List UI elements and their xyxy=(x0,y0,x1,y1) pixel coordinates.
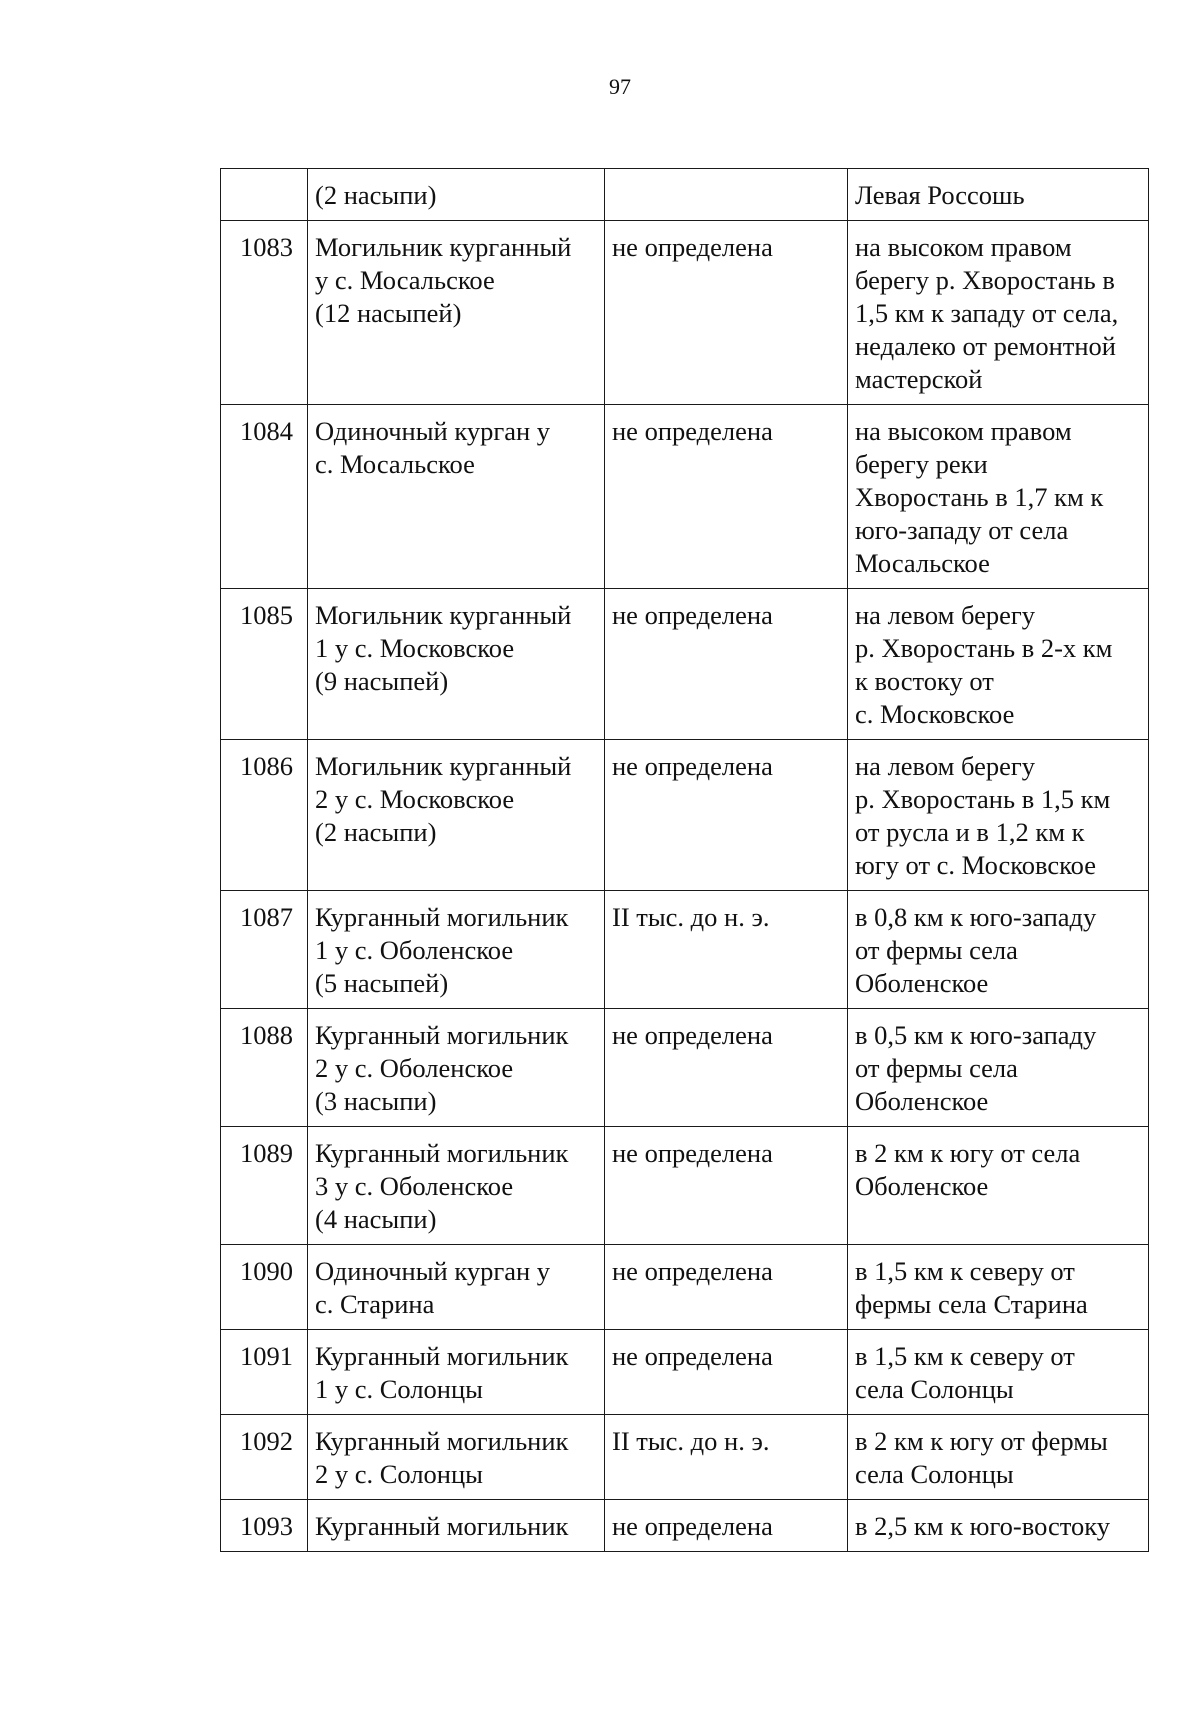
monument-name-text: Курганный могильник 2 у с. Оболенское (3 насыпи) xyxy=(315,1020,569,1116)
location-cell xyxy=(848,1415,1149,1500)
monument-name-cell xyxy=(308,1415,605,1500)
row-number-text: 1085 xyxy=(240,600,293,630)
dating-text: II тыс. до н. э. xyxy=(612,902,770,932)
location-cell xyxy=(848,1245,1149,1330)
monument-name-text: Могильник курганный 1 у с. Московское (9 насыпей) xyxy=(315,600,572,696)
row-number-text: 1083 xyxy=(240,232,293,262)
monument-name-cell xyxy=(308,1009,605,1127)
row-number-cell xyxy=(221,169,308,221)
monument-name-cell xyxy=(308,1127,605,1245)
dating-text: не определена xyxy=(612,1020,773,1050)
table-body xyxy=(221,169,1149,1552)
dating-cell xyxy=(605,169,848,221)
location-cell xyxy=(848,891,1149,1009)
location-cell xyxy=(848,589,1149,740)
location-text: в 0,5 км к юго-западу от фермы села Оболенское xyxy=(855,1020,1097,1116)
location-text: в 1,5 км к северу от села Солонцы xyxy=(855,1341,1075,1404)
monument-name-cell xyxy=(308,1330,605,1415)
monument-name-text: (2 насыпи) xyxy=(315,180,437,210)
dating-text: не определена xyxy=(612,751,773,781)
row-number-text: 1092 xyxy=(240,1426,293,1456)
row-number-text: 1090 xyxy=(240,1256,293,1286)
table-row xyxy=(221,169,1149,221)
table-row xyxy=(221,1127,1149,1245)
table-row xyxy=(221,1330,1149,1415)
location-cell xyxy=(848,405,1149,589)
monument-name-cell xyxy=(308,1245,605,1330)
monument-name-cell xyxy=(308,740,605,891)
location-text: в 2 км к югу от села Оболенское xyxy=(855,1138,1081,1201)
location-text: в 2,5 км к юго-востоку xyxy=(855,1511,1110,1541)
row-number-text: 1089 xyxy=(240,1138,293,1168)
monument-name-text: Могильник курганный у с. Мосальское (12 насыпей) xyxy=(315,232,572,328)
table-row xyxy=(221,405,1149,589)
location-text: Левая Россошь xyxy=(855,180,1025,210)
dating-text: не определена xyxy=(612,232,773,262)
location-cell xyxy=(848,169,1149,221)
monument-name-cell xyxy=(308,169,605,221)
monument-name-text: Курганный могильник 1 у с. Солонцы xyxy=(315,1341,569,1404)
location-cell xyxy=(848,221,1149,405)
row-number-text: 1088 xyxy=(240,1020,293,1050)
dating-cell xyxy=(605,589,848,740)
page-number: 97 xyxy=(609,74,631,99)
table-row xyxy=(221,589,1149,740)
location-text: на высоком правом берегу реки Хворостань в 1,7 км к юго-западу от села Мосальское xyxy=(855,416,1104,578)
dating-cell xyxy=(605,1415,848,1500)
row-number-cell xyxy=(221,1500,308,1552)
dating-cell xyxy=(605,1330,848,1415)
location-text: в 1,5 км к северу от фермы села Старина xyxy=(855,1256,1088,1319)
row-number-cell xyxy=(221,740,308,891)
dating-text: не определена xyxy=(612,1138,773,1168)
table-row xyxy=(221,740,1149,891)
monument-name-cell xyxy=(308,1500,605,1552)
monument-name-cell xyxy=(308,891,605,1009)
monument-name-text: Одиночный курган у с. Старина xyxy=(315,1256,551,1319)
row-number-cell xyxy=(221,405,308,589)
dating-cell xyxy=(605,740,848,891)
location-cell xyxy=(848,1009,1149,1127)
row-number-text: 1091 xyxy=(240,1341,293,1371)
location-cell xyxy=(848,1330,1149,1415)
dating-cell xyxy=(605,891,848,1009)
table-row xyxy=(221,221,1149,405)
row-number-text: 1093 xyxy=(240,1511,293,1541)
monuments-table xyxy=(220,168,1149,1552)
dating-text: не определена xyxy=(612,1341,773,1371)
dating-text: не определена xyxy=(612,1511,773,1541)
dating-cell xyxy=(605,1245,848,1330)
row-number-text: 1087 xyxy=(240,902,293,932)
monument-name-cell xyxy=(308,221,605,405)
table-row xyxy=(221,1500,1149,1552)
location-text: на высоком правом берегу р. Хворостань в 1,5 км к западу от села, недалеко от ремонтной мастерской xyxy=(855,232,1119,394)
row-number-cell xyxy=(221,1245,308,1330)
location-cell xyxy=(848,1500,1149,1552)
row-number-text: 1084 xyxy=(240,416,293,446)
dating-text: не определена xyxy=(612,1256,773,1286)
row-number-cell xyxy=(221,221,308,405)
table-row xyxy=(221,1009,1149,1127)
location-text: на левом берегу р. Хворостань в 1,5 км от русла и в 1,2 км к югу от с. Московское xyxy=(855,751,1111,880)
monument-name-cell xyxy=(308,405,605,589)
dating-cell xyxy=(605,1009,848,1127)
row-number-cell xyxy=(221,1415,308,1500)
location-cell xyxy=(848,1127,1149,1245)
row-number-cell xyxy=(221,1330,308,1415)
monument-name-cell xyxy=(308,589,605,740)
dating-cell xyxy=(605,1127,848,1245)
table-row xyxy=(221,1415,1149,1500)
dating-cell xyxy=(605,405,848,589)
monument-name-text: Курганный могильник 1 у с. Оболенское (5 насыпей) xyxy=(315,902,569,998)
monument-name-text: Курганный могильник xyxy=(315,1511,569,1541)
row-number-cell xyxy=(221,891,308,1009)
row-number-cell xyxy=(221,1009,308,1127)
monument-name-text: Одиночный курган у с. Мосальское xyxy=(315,416,551,479)
row-number-text: 1086 xyxy=(240,751,293,781)
monument-name-text: Курганный могильник 2 у с. Солонцы xyxy=(315,1426,569,1489)
location-text: на левом берегу р. Хворостань в 2-х км к востоку от с. Московское xyxy=(855,600,1113,729)
table-row xyxy=(221,891,1149,1009)
dating-cell xyxy=(605,221,848,405)
row-number-cell xyxy=(221,589,308,740)
dating-cell xyxy=(605,1500,848,1552)
dating-text: II тыс. до н. э. xyxy=(612,1426,770,1456)
location-cell xyxy=(848,740,1149,891)
location-text: в 2 км к югу от фермы села Солонцы xyxy=(855,1426,1108,1489)
table-row xyxy=(221,1245,1149,1330)
dating-text: не определена xyxy=(612,600,773,630)
row-number-cell xyxy=(221,1127,308,1245)
monument-name-text: Курганный могильник 3 у с. Оболенское (4 насыпи) xyxy=(315,1138,569,1234)
location-text: в 0,8 км к юго-западу от фермы села Оболенское xyxy=(855,902,1097,998)
dating-text: не определена xyxy=(612,416,773,446)
monument-name-text: Могильник курганный 2 у с. Московское (2 насыпи) xyxy=(315,751,572,847)
